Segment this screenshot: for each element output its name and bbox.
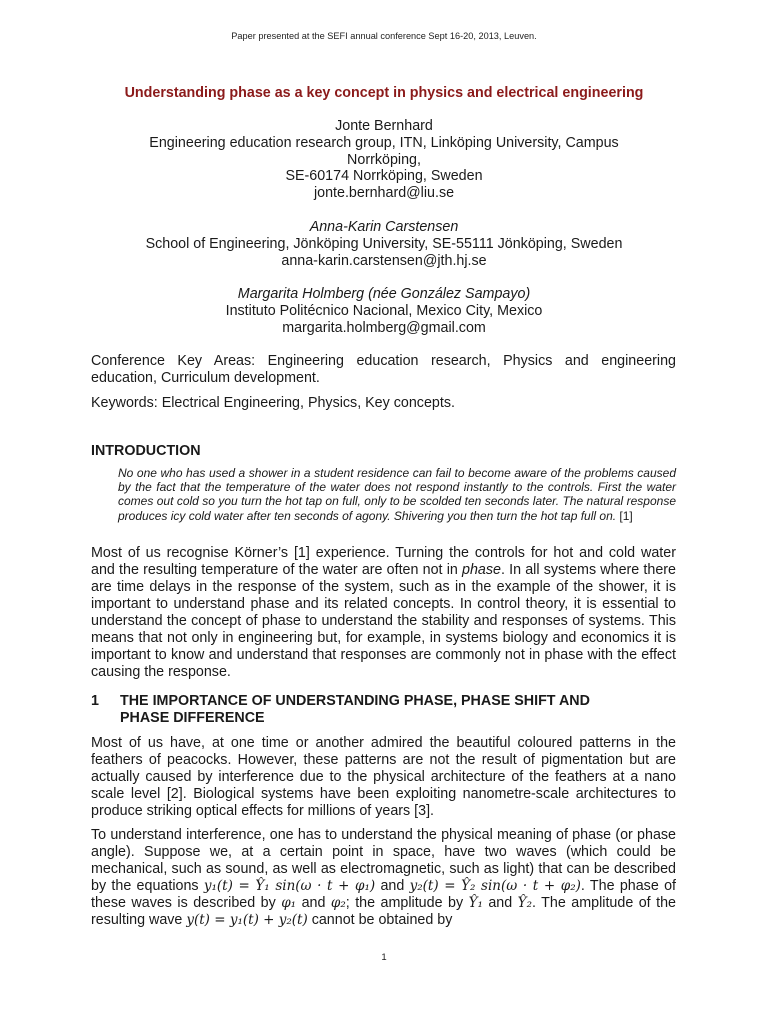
- quote-reference: [1]: [619, 508, 633, 523]
- text-run: cannot be obtained by: [307, 912, 453, 928]
- symbol-phi2: φ₂: [330, 895, 346, 911]
- equation-y-sum: y(t) = y₁(t) + y₂(t): [186, 912, 308, 928]
- author-affiliation-line: School of Engineering, Jönköping University, SE-55111 Jönköping, Sweden: [145, 235, 623, 252]
- text-run: and: [296, 895, 331, 911]
- author-affiliation-line: Engineering education research group, ITN, Linköping University, Campus: [149, 134, 619, 151]
- author-name: Jonte Bernhard: [335, 118, 433, 134]
- symbol-Y2: Ŷ₂: [517, 895, 532, 911]
- text-run: and: [482, 895, 518, 911]
- introduction-quote: [118, 466, 676, 523]
- paper-title: Understanding phase as a key concept in physics and electrical engineering: [124, 85, 644, 101]
- section-1-heading: [91, 693, 640, 726]
- section-title: THE IMPORTANCE OF UNDERSTANDING PHASE, PHASE SHIFT AND PHASE DIFFERENCE: [120, 693, 590, 726]
- equation-y2: y₂(t) = Ŷ₂ sin(ω · t + φ₂): [409, 878, 581, 894]
- author-affiliation-line: Norrköping,: [347, 151, 421, 168]
- text-run: Most of us recognise Körner’s [1] experience. Turning the controls for hot and cold water and the resulting temperature of the water are often not in: [91, 545, 676, 578]
- author-affiliation-line: SE-60174 Norrköping, Sweden: [285, 168, 483, 185]
- author-name: Margarita Holmberg (née González Sampayo): [237, 286, 531, 302]
- text-run: . The amplitude of the resulting wave: [91, 895, 676, 928]
- section-1-paragraph-1: Most of us have, at one time or another admired the beautiful coloured patterns in the feathers of peacocks. However, these patterns are not the result of pigmentation but are actually caused by interference due to the physical architecture of the feathers at a nano scale level [2]. Biological systems have been exploiting nanometre-scale architectures to produce striking optical effects for millions of years [3].: [91, 735, 676, 819]
- section-number: 1: [91, 693, 99, 709]
- text-run: To understand interference, one has to understand the physical meaning of phase (or phase angle). Suppose we, at a certain point in space, have two waves (which could be mechanical, such as sound, as well as electromagnetic, such as light) that can be described by the equations: [91, 827, 676, 894]
- text-run: . The phase of these waves is described by: [91, 878, 676, 911]
- section-1-paragraph-2: [91, 827, 676, 929]
- author-name: Anna-Karin Carstensen: [309, 219, 459, 235]
- author-block-2: [100, 219, 668, 269]
- keywords: Keywords: Electrical Engineering, Physics, Key concepts.: [91, 395, 455, 411]
- author-block-3: [100, 286, 668, 336]
- text-run: and: [375, 878, 410, 894]
- introduction-paragraph: [91, 545, 676, 681]
- author-block-1: [100, 118, 668, 202]
- author-email: margarita.holmberg@gmail.com: [282, 319, 486, 336]
- conference-key-areas: Conference Key Areas: Engineering education research, Physics and engineering education, Curriculum development.: [91, 353, 676, 386]
- author-email: jonte.bernhard@liu.se: [313, 185, 455, 202]
- text-run: . In all systems where there are time delays in the response of the system, such as in the example of the shower, it is important to understand phase and its related concepts. In control theory, it is essential to understand the concept of phase to understand the stability and responses of systems. This means that not only in engineering but, for example, in systems biology and economics it is important to know and understand that responses are commonly not in phase with the effect causing the response.: [91, 562, 676, 680]
- emphasis-phase: phase: [462, 562, 501, 578]
- symbol-phi1: φ₁: [281, 895, 297, 911]
- page-number: 1: [381, 952, 387, 963]
- quote-text: No one who has used a shower in a student residence can fail to become aware of the problems caused by the fact that the temperature of the water does not respond instantly to the controls. First the water comes out cold so you turn the hot tap on full, only to be scolded ten seconds later. The natural response produces icy cold water after ten seconds of agony. Shivering you then turn the hot tap full on.: [118, 466, 676, 523]
- introduction-heading: INTRODUCTION: [91, 443, 201, 459]
- symbol-Y1: Ŷ₁: [468, 895, 483, 911]
- conference-header-note: Paper presented at the SEFI annual conference Sept 16-20, 2013, Leuven.: [231, 31, 537, 41]
- author-affiliation-line: Instituto Politécnico Nacional, Mexico City, Mexico: [225, 302, 543, 319]
- equation-y1: y₁(t) = Ŷ₁ sin(ω · t + φ₁): [203, 878, 376, 894]
- author-email: anna-karin.carstensen@jth.hj.se: [281, 252, 487, 269]
- text-run: ; the amplitude by: [345, 895, 469, 911]
